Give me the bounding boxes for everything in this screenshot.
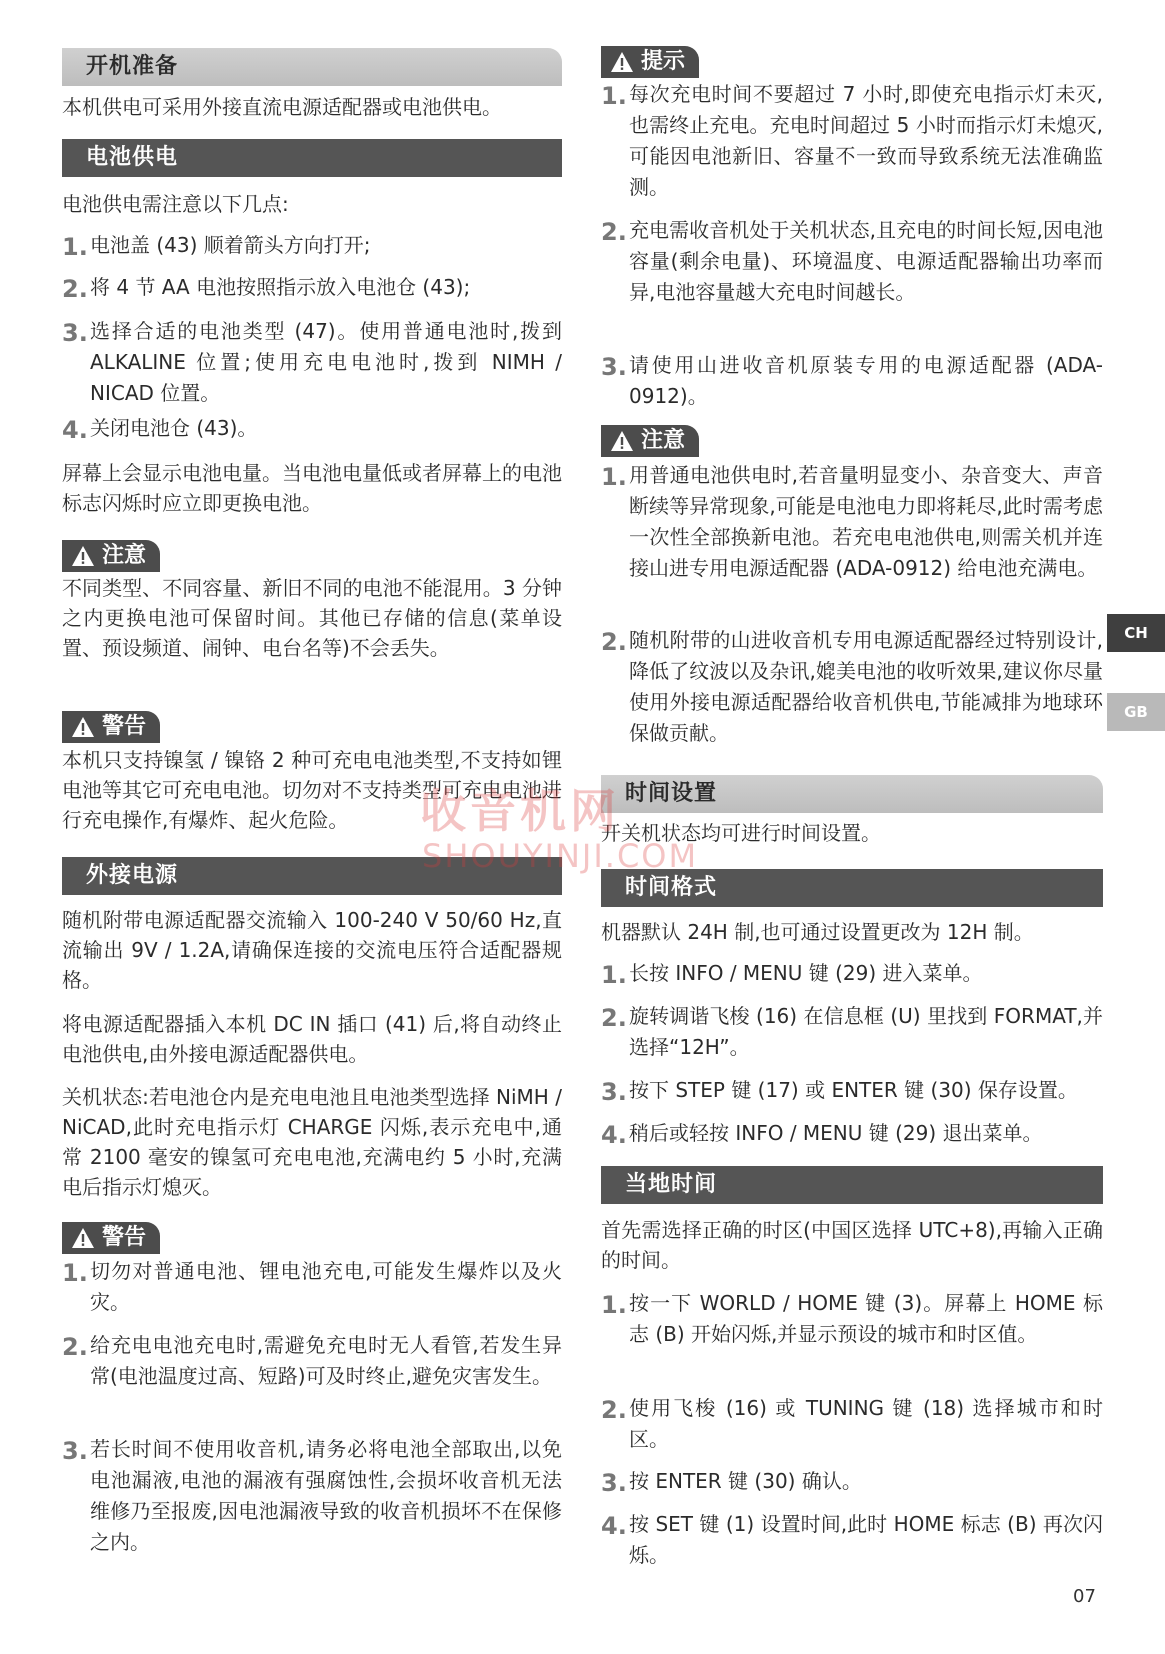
warning-step-3 (62, 1434, 562, 1558)
notice-label: 注意 (641, 428, 686, 453)
step-number: 2. (62, 275, 88, 303)
battery-step-1 (62, 230, 562, 261)
watermark-text-cn: 收音机网 (420, 784, 620, 838)
notice-step-2 (601, 625, 1103, 749)
step-text: 选择合适的电池类型 (47)。使用普通电池时,拨到 ALKALINE 位置;使用充电电池时,拨到 NIMH / NICAD 位置。 (90, 319, 562, 405)
external-power-para-2: 将电源适配器插入本机 DC IN 插口 (41) 后,将自动终止电池供电,由外接电源适配器供电。 (62, 1012, 562, 1066)
step-number: 3. (601, 1078, 627, 1106)
step-text: 每次充电时间不要超过 7 小时,即使充电指示灯未灭,也需终止充电。充电时间超过 5 小时而指示灯未熄灭,可能因电池新旧、容量不一致而导致系统无法准确监测。 (629, 82, 1103, 199)
step-number: 1. (601, 1291, 627, 1319)
notice-step-1 (601, 460, 1103, 584)
step-number: 2. (62, 1333, 88, 1361)
section-heading-startup: 开机准备 (62, 48, 562, 86)
battery-indicator-para: 屏幕上会显示电池电量。当电池电量低或者屏幕上的电池标志闪烁时应立即更换电池。 (62, 461, 562, 515)
language-tab-gb[interactable]: GB (1107, 693, 1165, 731)
step-text: 旋转调谐飞梭 (16) 在信息框 (U) 里找到 FORMAT,并选择“12H”。 (629, 1004, 1103, 1059)
step-number: 2. (601, 1004, 627, 1032)
page-number: 07 (1073, 1586, 1096, 1607)
notice-badge-right (601, 425, 699, 457)
warning-triangle-icon (610, 51, 634, 73)
step-number: 2. (601, 1396, 627, 1424)
battery-step-4 (62, 413, 562, 444)
step-text: 若长时间不使用收音机,请务必将电池全部取出,以免电池漏液,电池的漏液有强腐蚀性,会损坏收音机无法维修乃至报废,因电池漏液导致的收音机损坏不在保修之内。 (90, 1437, 562, 1554)
format-step-2 (601, 1001, 1103, 1063)
step-text: 按一下 WORLD / HOME 键 (3)。屏幕上 HOME 标志 (B) 开始闪烁,并显示预设的城市和时区值。 (629, 1291, 1103, 1346)
warning-step-1 (62, 1256, 562, 1318)
external-power-para-1: 随机附带电源适配器交流输入 100-240 V 50/60 Hz,直流输出 9V / 1.2A,请确保连接的交流电压符合适配器规格。 (62, 908, 562, 992)
tip-step-3 (601, 350, 1103, 412)
tip-badge (601, 46, 699, 78)
step-number: 3. (62, 319, 88, 347)
local-step-1 (601, 1288, 1103, 1350)
step-number: 3. (601, 1469, 627, 1497)
step-number: 2. (601, 628, 627, 656)
warning-label: 警告 (102, 714, 147, 739)
step-text: 关闭电池仓 (43)。 (90, 416, 258, 440)
step-text: 请使用山进收音机原装专用的电源适配器 (ADA-0912)。 (629, 353, 1103, 408)
step-number: 1. (601, 463, 627, 491)
step-text: 随机附带的山进收音机专用电源适配器经过特别设计,降低了纹波以及杂讯,媲美电池的收听效果,建议你尽量使用外接电源适配器给收音机供电,节能减排为地球环保做贡献。 (629, 628, 1103, 745)
step-text: 使用飞梭 (16) 或 TUNING 键 (18) 选择城市和时区。 (629, 1396, 1103, 1451)
warning-text: 本机只支持镍氢 / 镍铬 2 种可充电电池类型,不支持如锂电池等其它可充电电池。切勿对不支持类型可充电电池进行充电操作,有爆炸、起火危险。 (62, 748, 562, 832)
warning-label: 警告 (102, 1225, 147, 1250)
step-number: 4. (601, 1512, 627, 1540)
step-number: 1. (62, 1259, 88, 1287)
step-text: 充电需收音机处于关机状态,且充电的时间长短,因电池容量(剩余电量)、环境温度、电源适配器输出功率而异,电池容量越大充电时间越长。 (629, 218, 1103, 304)
step-number: 4. (601, 1121, 627, 1149)
step-number: 1. (601, 961, 627, 989)
startup-intro: 本机供电可采用外接直流电源适配器或电池供电。 (62, 95, 502, 119)
step-number: 1. (62, 233, 88, 261)
step-number: 3. (62, 1437, 88, 1465)
battery-step-2 (62, 272, 562, 303)
warning-triangle-icon (71, 1227, 95, 1249)
step-number: 4. (62, 416, 88, 444)
step-text: 切勿对普通电池、锂电池充电,可能发生爆炸以及火灾。 (90, 1259, 562, 1314)
tip-step-2 (601, 215, 1103, 308)
time-format-intro: 机器默认 24H 制,也可通过设置更改为 12H 制。 (601, 920, 1034, 944)
step-text: 按下 STEP 键 (17) 或 ENTER 键 (30) 保存设置。 (629, 1078, 1078, 1102)
warning-triangle-icon (71, 545, 95, 567)
time-settings-intro: 开关机状态均可进行时间设置。 (601, 821, 881, 845)
warning-badge-2 (62, 1222, 160, 1254)
step-text: 长按 INFO / MENU 键 (29) 进入菜单。 (629, 961, 983, 985)
step-text: 按 SET 键 (1) 设置时间,此时 HOME 标志 (B) 再次闪烁。 (629, 1512, 1103, 1567)
external-power-para-3: 关机状态:若电池仓内是充电电池且电池类型选择 NiMH / NiCAD,此时充电指示灯 CHARGE 闪烁,表示充电中,通常 2100 毫安的镍氢可充电电池,充满电约 5 小时,充满电后指示灯熄灭。 (62, 1085, 562, 1199)
step-text: 给充电电池充电时,需避免充电时无人看管,若发生异常(电池温度过高、短路)可及时终止,避免灾害发生。 (90, 1333, 562, 1388)
step-number: 3. (601, 353, 627, 381)
warning-triangle-icon (610, 430, 634, 452)
notice-text: 不同类型、不同容量、新旧不同的电池不能混用。3 分钟之内更换电池可保留时间。其他已存储的信息(菜单设置、预设频道、闹钟、电台名等)不会丢失。 (62, 576, 562, 660)
local-step-4 (601, 1509, 1103, 1571)
tip-label: 提示 (641, 49, 686, 74)
step-number: 2. (601, 218, 627, 246)
section-heading-time-format: 时间格式 (601, 869, 1103, 907)
warning-triangle-icon (71, 716, 95, 738)
local-time-intro: 首先需选择正确的时区(中国区选择 UTC+8),再输入正确的时间。 (601, 1218, 1103, 1272)
step-text: 按 ENTER 键 (30) 确认。 (629, 1469, 862, 1493)
battery-note: 电池供电需注意以下几点: (62, 192, 289, 216)
step-text: 电池盖 (43) 顺着箭头方向打开; (90, 233, 371, 257)
tip-step-1 (601, 79, 1103, 203)
step-text: 用普通电池供电时,若音量明显变小、杂音变大、声音断续等异常现象,可能是电池电力即将耗尽,此时需考虑一次性全部换新电池。若充电电池供电,则需关机并连接山进专用电源适配器 (ADA-0912) 给电池充满电。 (629, 463, 1103, 580)
notice-label: 注意 (102, 543, 147, 568)
section-heading-local-time: 当地时间 (601, 1166, 1103, 1204)
notice-badge (62, 540, 160, 572)
section-heading-battery: 电池供电 (62, 139, 562, 177)
warning-badge (62, 711, 160, 743)
battery-step-3 (62, 316, 562, 409)
watermark-text-url: SHOUYINJI.COM (422, 837, 699, 875)
step-text: 稍后或轻按 INFO / MENU 键 (29) 退出菜单。 (629, 1121, 1043, 1145)
warning-step-2 (62, 1330, 562, 1392)
step-text: 将 4 节 AA 电池按照指示放入电池仓 (43); (90, 275, 471, 299)
section-heading-external-power: 外接电源 (62, 857, 562, 895)
section-heading-time-settings: 时间设置 (601, 775, 1103, 813)
local-step-2 (601, 1393, 1103, 1455)
step-number: 1. (601, 82, 627, 110)
local-step-3 (601, 1466, 1103, 1497)
language-tab-ch[interactable]: CH (1107, 614, 1165, 652)
format-step-3 (601, 1075, 1103, 1106)
format-step-1 (601, 958, 1103, 989)
format-step-4 (601, 1118, 1103, 1149)
